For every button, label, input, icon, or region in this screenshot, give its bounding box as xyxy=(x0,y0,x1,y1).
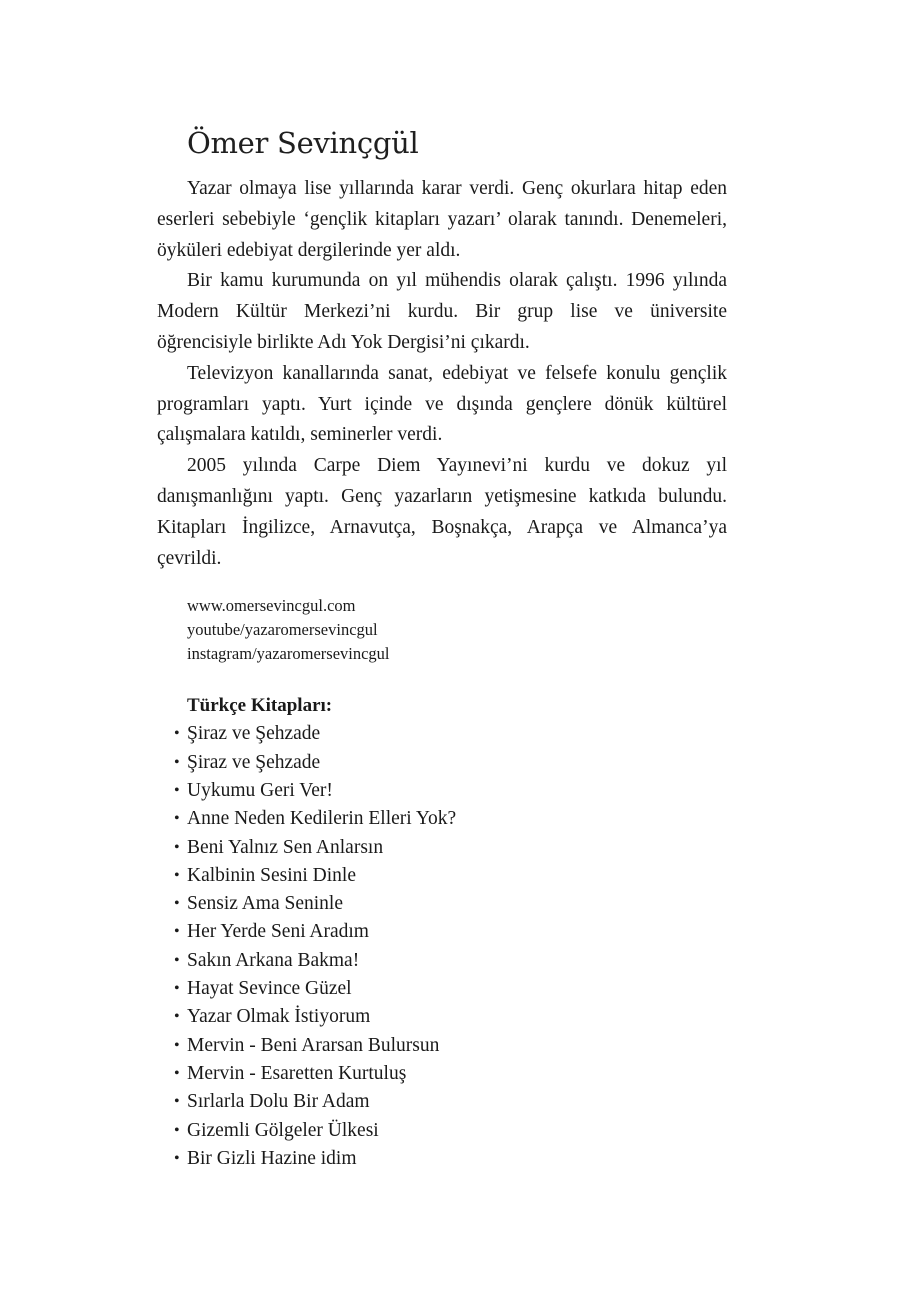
book-title: Beni Yalnız Sen Anlarsın xyxy=(187,836,384,858)
bullet-icon: • xyxy=(174,753,180,771)
book-item xyxy=(174,805,727,833)
book-title: Hayat Sevince Güzel xyxy=(187,978,352,1000)
bullet-icon: • xyxy=(174,1121,180,1139)
book-title: Sakın Arkana Bakma! xyxy=(187,949,360,971)
book-item xyxy=(174,834,727,862)
book-title: Bir Gizli Hazine idim xyxy=(187,1147,357,1169)
bio-paragraph: Bir kamu kurumunda on yıl mühendis olarak çalıştı. 1996 yılında Modern Kültür Merkezi’ni kurdu. Bir grup lise ve üniversite öğrencisiyle birlikte Adı Yok Dergisi’ni çıkardı. xyxy=(157,270,727,353)
book-title: Şiraz ve Şehzade xyxy=(187,723,321,745)
bio-paragraph: 2005 yılında Carpe Diem Yayınevi’ni kurdu ve dokuz yıl danışmanlığını yaptı. Genç yazarların yetişmesine katkıda bulundu. Kitapları İngilizce, Arnavutça, Boşnakça, Arapça ve Almanca’ya çevrildi. xyxy=(157,455,727,569)
book-list xyxy=(157,720,727,1173)
book-item xyxy=(174,720,727,748)
book-item xyxy=(174,1060,727,1088)
bullet-icon: • xyxy=(174,781,180,799)
bullet-icon: • xyxy=(174,923,180,941)
book-item xyxy=(174,1117,727,1145)
author-name: Ömer Sevinçgül xyxy=(187,126,419,160)
book-item xyxy=(174,1145,727,1173)
book-title: Mervin - Beni Ararsan Bulursun xyxy=(187,1034,440,1056)
book-title: Şiraz ve Şehzade xyxy=(187,751,321,773)
author-links xyxy=(187,594,727,666)
book-item xyxy=(174,947,727,975)
book-item xyxy=(174,777,727,805)
bullet-icon: • xyxy=(174,1149,180,1167)
book-item xyxy=(174,975,727,1003)
book-item xyxy=(174,862,727,890)
book-item xyxy=(174,918,727,946)
bullet-icon: • xyxy=(174,725,180,743)
bullet-icon: • xyxy=(174,951,180,969)
book-item xyxy=(174,1088,727,1116)
book-title: Anne Neden Kedilerin Elleri Yok? xyxy=(187,808,457,830)
book-item xyxy=(174,890,727,918)
book-title: Mervin - Esaretten Kurtuluş xyxy=(187,1062,407,1084)
book-title: Yazar Olmak İstiyorum xyxy=(187,1006,371,1028)
bullet-icon: • xyxy=(174,980,180,998)
book-title: Gizemli Gölgeler Ülkesi xyxy=(187,1119,379,1141)
bio-paragraph: Televizyon kanallarında sanat, edebiyat ve felsefe konulu gençlik programları yaptı. Yurt içinde ve dışında gençlere dönük kültürel çalışmalara katıldı, seminerler verdi. xyxy=(157,362,727,446)
book-title: Kalbinin Sesini Dinle xyxy=(187,864,356,886)
book-title: Uykumu Geri Ver! xyxy=(187,779,333,801)
book-item xyxy=(174,1032,727,1060)
bullet-icon: • xyxy=(174,838,180,856)
books-heading: Türkçe Kitapları: xyxy=(187,695,333,717)
book-item xyxy=(174,1003,727,1031)
bullet-icon: • xyxy=(174,1064,180,1082)
bullet-icon: • xyxy=(174,866,180,884)
author-biography xyxy=(157,174,727,574)
bullet-icon: • xyxy=(174,1093,180,1111)
book-title: Sensiz Ama Seninle xyxy=(187,893,343,915)
bullet-icon: • xyxy=(174,810,180,828)
website-link: www.omersevincgul.com xyxy=(187,596,356,616)
youtube-link: youtube/yazaromersevincgul xyxy=(187,620,378,640)
instagram-link: instagram/yazaromersevincgul xyxy=(187,644,390,664)
bullet-icon: • xyxy=(174,895,180,913)
book-item xyxy=(174,749,727,777)
book-title: Her Yerde Seni Aradım xyxy=(187,921,369,943)
bullet-icon: • xyxy=(174,1008,180,1026)
bio-paragraph: Yazar olmaya lise yıllarında karar verdi. Genç okurlara hitap eden eserleri sebebiyle ‘gençlik kitapları yazarı’ olarak tanındı. Denemeleri, öyküleri edebiyat dergilerinde yer aldı. xyxy=(157,178,727,261)
bullet-icon: • xyxy=(174,1036,180,1054)
book-title: Sırlarla Dolu Bir Adam xyxy=(187,1091,370,1113)
book-page xyxy=(157,118,727,1173)
